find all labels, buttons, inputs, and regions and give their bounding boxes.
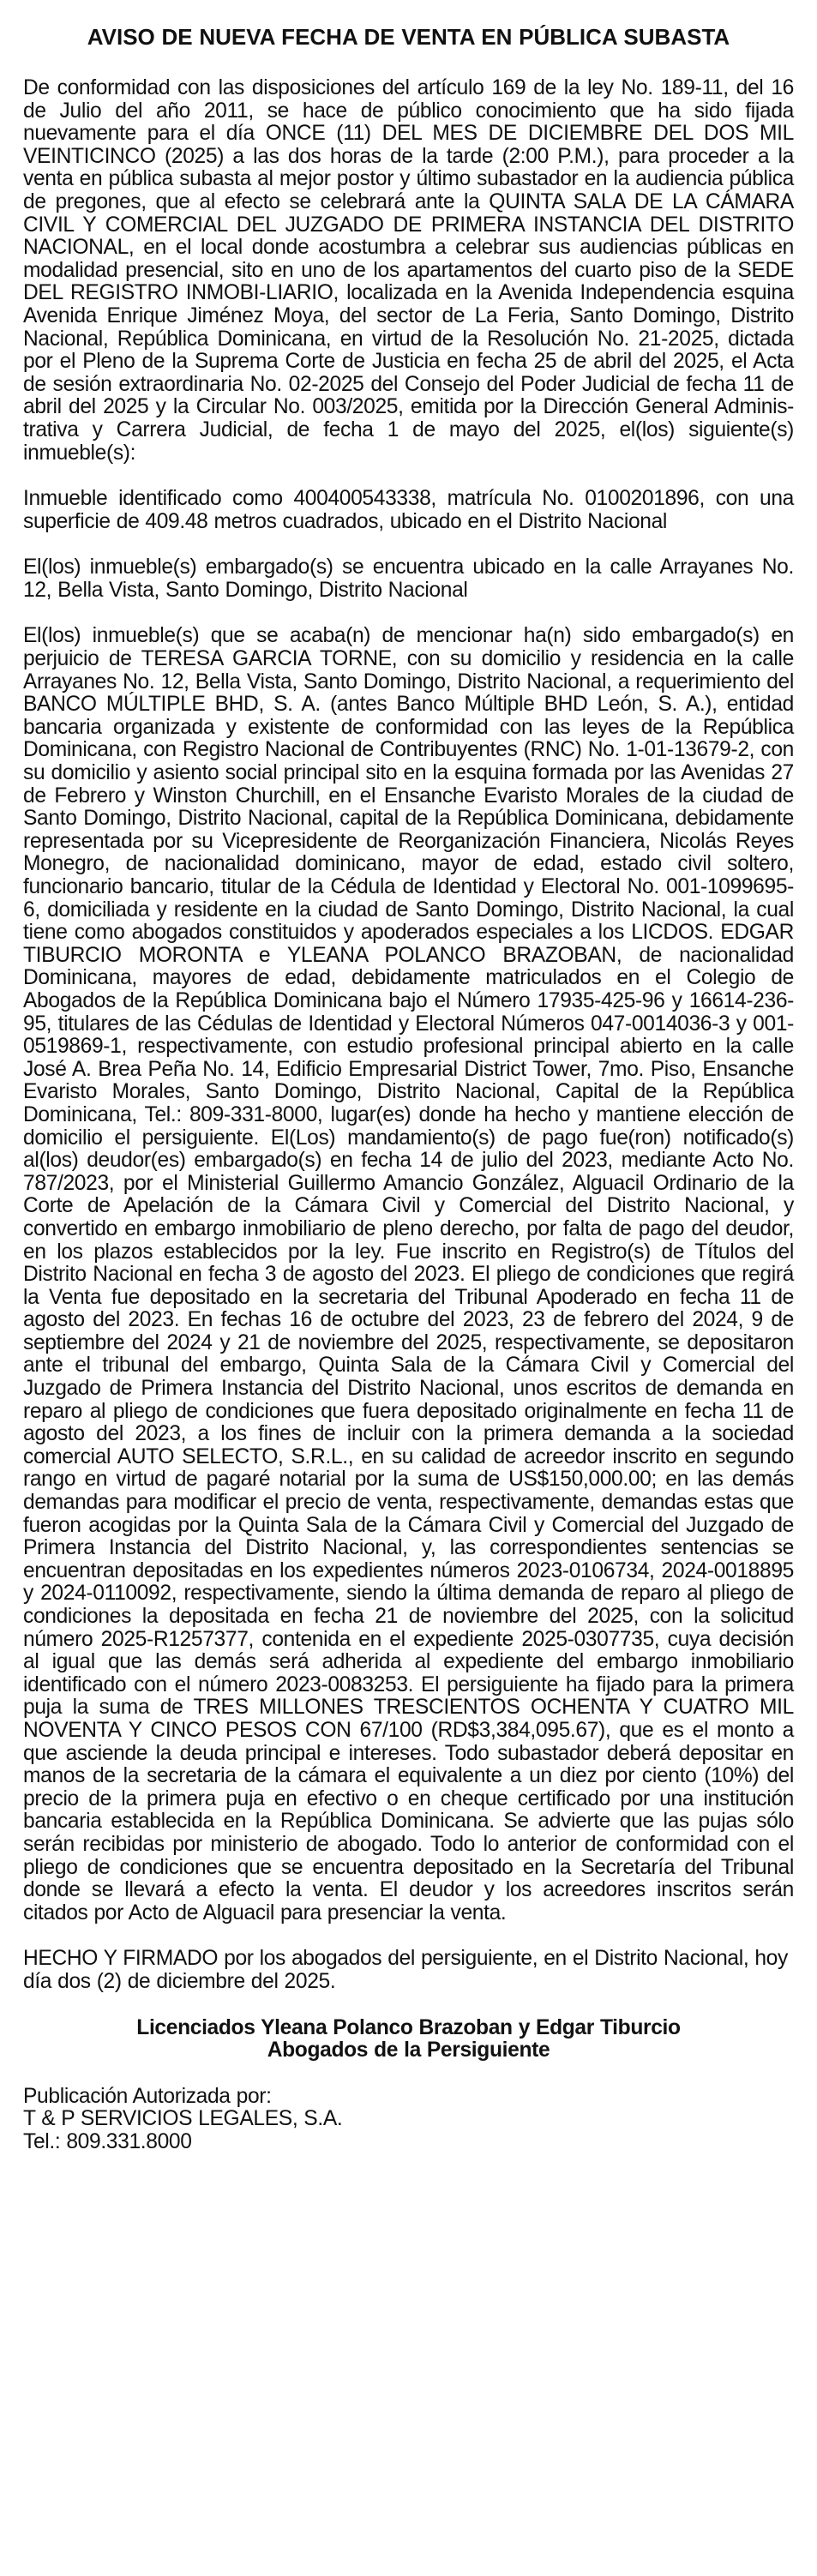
publisher-block — [23, 2086, 794, 2154]
publisher-name: T & P SERVICIOS LEGALES, S.A. — [23, 2107, 343, 2131]
signature-names: Licenciados Yleana Polanco Brazoban y Edgar Tiburcio — [136, 2015, 681, 2039]
property-id-paragraph: Inmueble identificado como 400400543338, matrícula No. 0100201896, con una superficie de 409.48 metros cuadrados, ubicado en el Distrito Nacional — [23, 487, 794, 533]
signed-paragraph: HECHO Y FIRMADO por los abogados del persiguiente, en el Distrito Nacional, hoy día dos (2) de diciembre del 2025. — [23, 1947, 788, 1993]
notice-title: AVISO DE NUEVA FECHA DE VENTA EN PÚBLICA SUBASTA — [87, 24, 730, 50]
seizure-details-paragraph: El(los) inmueble(s) que se acaba(n) de mencionar ha(n) sido embargado(s) en perjuicio de TERESA GARCIA TORNE, con su domicilio y residencia en la calle Arrayanes No. 12, Bella Vista, Santo Domingo, Distrito Nacional, a requerimiento del BANCO MÚLTIPLE BHD, S. A. (antes Banco Múltiple BHD León, S. A.), entidad bancaria organizada y existente de conformidad con las leyes de la República Dominicana, con Registro Nacional de Contribuyentes (RNC) No. 1-01-13679-2, con su domicilio y asiento social principal sito en la esquina formada por las Avenidas 27 de Febrero y Winston Churchill, en el Ensanche Evaristo Morales de la ciudad de Santo Domingo, Distrito Nacional, capital de la República Dominicana, debidamente representada por su Vicepresidente de Reorganización Financiera, Nicolás Reyes Monegro, de nacionalidad dominicano, mayor de edad, estado civil soltero, funcionario bancario, titular de la Cédula de Identidad y Electoral No. 001-1099695-6, domiciliada y residente en la ciudad de Santo Domingo, Distrito Nacional, la cual tiene como abogados constituidos y apoderados especiales a los LICDOS. EDGAR TIBURCIO MORONTA e YLEANA POLANCO BRAZOBAN, de nacionalidad Dominicana, mayores de edad, debidamente matriculados en el Colegio de Abogados de la República Dominicana bajo el Número 17935-425-96 y 16614-236-95, titulares de las Cédulas de Identidad y Electoral Números 047-0014036-3 y 001-0519869-1, respectivamente, con estudio profesional principal abierto en la calle José A. Brea Peña No. 14, Edificio Empresarial District Tower, 7mo. Piso, Ensanche Evaristo Morales, Santo Domingo, Distrito Nacional, Capital de la República Dominicana, Tel.: 809-331-8000, lugar(es) donde ha hecho y mantiene elección de domicilio el persiguiente. El(Los) mandamiento(s) de pago fue(ron) notificado(s) al(los) deudor(es) embargado(s) en fecha 14 de julio del 2023, mediante Acto No. 787/2023, por el Ministerial Guillermo Amancio González, Alguacil Ordinario de la Corte de Apelación de la Cámara Civil y Comercial del Distrito Nacional, y convertido en embargo inmobiliario de pleno derecho, por falta de pago del deudor, en los plazos establecidos por la ley. Fue inscrito en Registro(s) de Títulos del Distrito Nacional en fecha 3 de agosto del 2023. El pliego de condiciones que regirá la Venta fue depositado en la secretaria del Tribunal Apoderado en fecha 11 de agosto del 2023. En fechas 16 de octubre del 2023, 23 de febrero del 2024, 9 de septiembre del 2024 y 21 de noviembre del 2025, respectivamente, se depositaron ante el tribunal del embargo, Quinta Sala de la Cámara Civil y Comercial del Juzgado de Primera Instancia del Distrito Nacional, unos escritos de demanda en reparo al pliego de condiciones que fuera depositado originalmente en fecha 11 de agosto del 2023, a los fines de incluir con la primera demanda a la sociedad comercial AUTO SELECTO, S.R.L., en su calidad de acreedor inscrito en segundo rango en virtud de pagaré notarial por la suma de US$150,000.00; en las demás demandas para modificar el precio de venta, respectivamente, demandas estas que fueron acogidas por la Quinta Sala de la Cámara Civil y Comercial del Juzgado de Primera Instancia del Distrito Nacional, y, las correspondientes sentencias se encuentran depositadas en los expedientes números 2023-0106734, 2024-0018895 y 2024-0110092, respectivamente, siendo la última demanda de reparo al pliego de condiciones la depositada en fecha 21 de noviembre del 2025, con la solicitud número 2025-R1257377, contenida en el expediente 2025-0307735, cuya decisión al igual que las demás será adherida al expediente del embargo inmobiliario identificado con el número 2023-0083253. El persiguiente ha fijado para la primera puja la suma de TRES MILLONES TRESCIENTOS OCHENTA Y CUATRO MIL NOVENTA Y CINCO PESOS CON 67/100 (RD$3,384,095.67), que es el monto a que asciende la deuda principal e intereses. Todo subastador deberá depositar en manos de la secretaria de la cámara el equivalente a un diez por ciento (10%) del precio de la primera puja en efectivo o en cheque certificado por una institución bancaria establecida en la República Dominicana. Se advierte que las pujas sólo serán recibidas por ministerio de abogado. Todo lo anterior de conformidad con el pliego de condiciones que se encuentra depositado en la Secretaría del Tribunal donde se llevará a efecto la venta. El deudor y los acreedores inscritos serán citados por Acto de Alguacil para presenciar la venta. — [23, 624, 794, 1924]
property-location-paragraph: El(los) inmueble(s) embargado(s) se encuentra ubicado en la calle Arrayanes No. 12, Bella Vista, Santo Domingo, Distrito Nacional — [23, 555, 794, 602]
signature-role: Abogados de la Persiguiente — [267, 2039, 550, 2063]
publisher-phone: Tel.: 809.331.8000 — [23, 2129, 192, 2153]
intro-paragraph: De conformidad con las disposiciones del artículo 169 de la ley No. 189-11, del 16 de Julio del año 2011, se hace de público conocimiento que ha sido fijada nuevamente para el día ONCE (11) DEL MES DE DICIEMBRE DEL DOS MIL VEINTICINCO (2025) a las dos horas de la tarde (2:00 P.M.), para proceder a la venta en pública subasta al mejor postor y último subastador en la audiencia pública de pregones, que al efecto se celebrará ante la QUINTA SALA DE LA CÁMARA CIVIL Y COMERCIAL DEL JUZGADO DE PRIMERA INSTANCIA DEL DISTRITO NACIONAL, en el local donde acostumbra a celebrar sus audiencias públicas en modalidad presencial, sito en uno de los apartamentos del cuarto piso de la SEDE DEL REGISTRO INMOBI-LIARIO, localizada en la Avenida Independencia esquina Avenida Enrique Jiménez Moya, del sector de La Feria, Santo Domingo, Distrito Nacional, República Dominicana, en virtud de la Resolución No. 21-2025, dictada por el Pleno de la Suprema Corte de Justicia en fecha 25 de abril del 2025, el Acta de sesión extraordinaria No. 02-2025 del Consejo del Poder Judicial de fecha 11 de abril del 2025 y la Circular No. 003/2025, emitida por la Dirección General Adminis-trativa y Carrera Judicial, de fecha 1 de mayo del 2025, el(los) siguiente(s) inmueble(s): — [23, 76, 794, 465]
signature-block — [23, 2017, 794, 2063]
publisher-authorized: Publicación Autorizada por: — [23, 2084, 272, 2108]
